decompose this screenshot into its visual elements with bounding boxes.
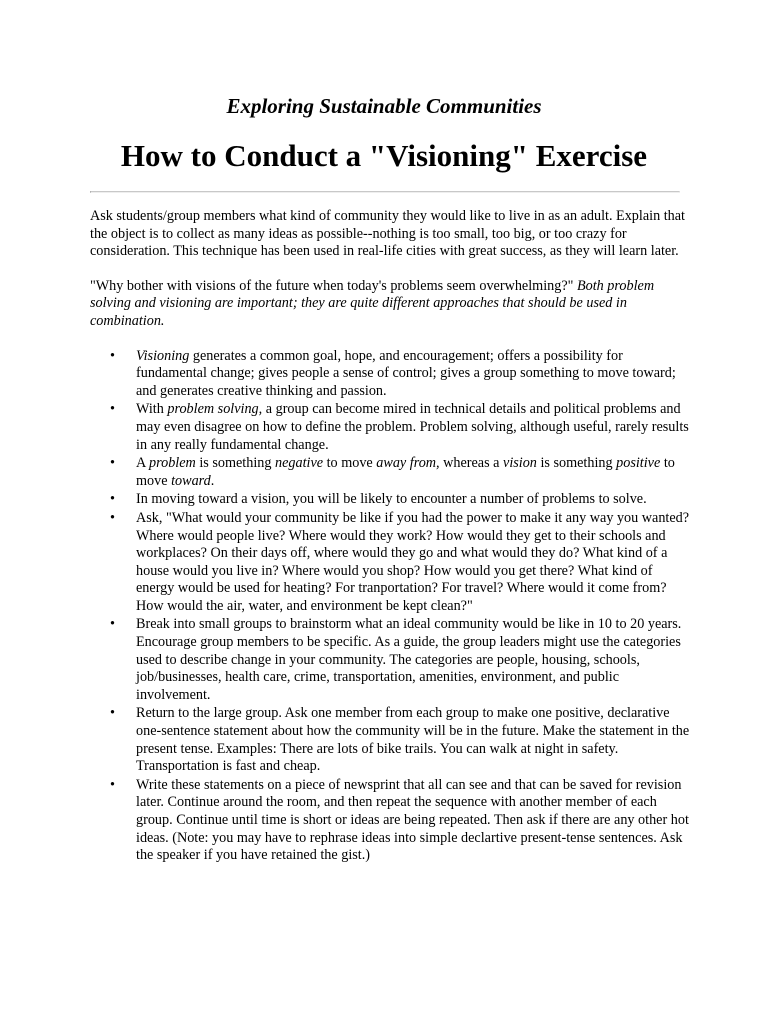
quote-paragraph — [90, 278, 690, 331]
intro-paragraph: Ask students/group members what kind of community they would like to live in as an adult. Explain that the object is to collect as many ideas as possible--nothing is too small, too big, or too crazy for consideration. This technique has been used in real-life cities with great success, as they will learn later. — [90, 208, 685, 260]
bullet-list — [90, 348, 690, 865]
document-subtitle: Exploring Sustainable Communities — [226, 94, 542, 118]
list-item: • Break into small groups to brainstorm what an ideal community would be like in 10 to 20 years. Encourage group members to be specific. As a guide, the group leaders might use the categories used to describe change in your community. The categories are people, housing, schools, job/businesses, health care, crime, transportation, amenities, environment, and public involvement. — [136, 616, 690, 704]
list-item: • With problem solving, a group can become mired in technical details and political problems and may even disagree on how to define the problem. Problem solving, although useful, rarely results in any really fundamental change. — [136, 401, 690, 454]
quote-text: "Why bother with visions of the future when today's problems seem overwhelming?" — [90, 277, 577, 294]
quote-answer: Both problem solving and visioning are important; they are quite different approaches that should be used in combination. — [90, 277, 655, 329]
list-item: • Visioning generates a common goal, hope, and encouragement; offers a possibility for fundamental change; gives people a sense of control; gives a group something to move toward; and generates creative thinking and passion. — [136, 348, 690, 401]
title-divider — [90, 191, 680, 193]
list-item: • Write these statements on a piece of newsprint that all can see and that can be saved for revision later. Continue around the room, and then repeat the sequence with another member of each group. Continue until time is short or ideas are being repeated. Then ask if there are any other hot ideas. (Note: you may have to rephrase ideas into simple declartive present-tense sentences. Ask the speaker if you have retained the gist.) — [136, 777, 690, 865]
list-item: • In moving toward a vision, you will be likely to encounter a number of problems to solve. — [136, 491, 690, 509]
list-item: • A problem is something negative to move away from, whereas a vision is something positive to move toward. — [136, 455, 690, 490]
list-item: • Return to the large group. Ask one member from each group to make one positive, declarative one-sentence statement about how the community will be in the future. Make the statement in the present tense. Examples: There are lots of bike trails. You can walk at night in safety. Transportation is fast and cheap. — [136, 705, 690, 775]
document-body — [90, 208, 690, 866]
list-item: • Ask, "What would your community be like if you had the power to make it any way you wanted? Where would people live? Where would they work? How would they get to their schools and workplaces? On their days off, where would they go and what would they do? What kind of a house would you live in? Where would you shop? How would you get there? What kind of energy would be used for heating? For tranportation? For travel? Where would it come from? How would the air, water, and environment be kept clean?" — [136, 510, 690, 616]
document-title: How to Conduct a "Visioning" Exercise — [120, 138, 648, 173]
